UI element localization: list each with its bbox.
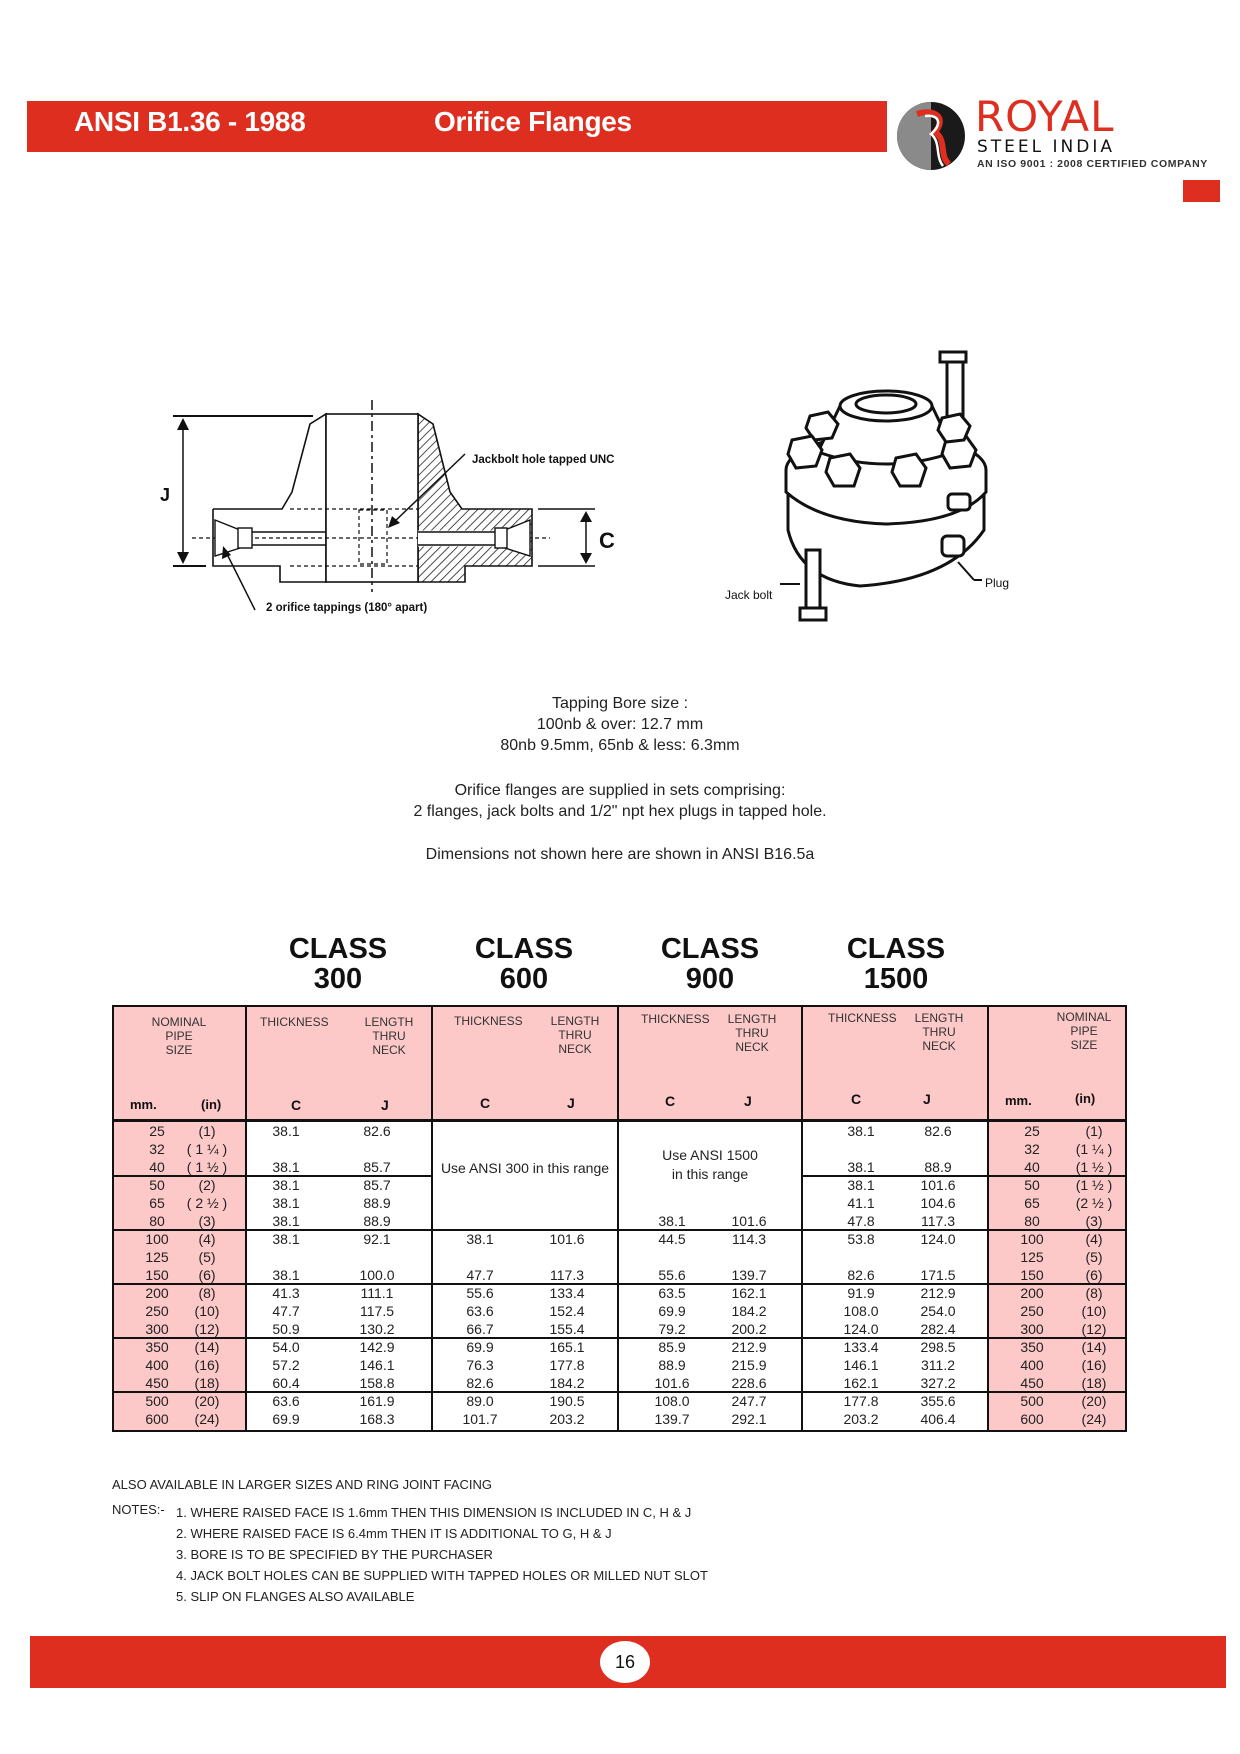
cell-j300: 158.8 [359, 1375, 395, 1391]
cell-j900: 200.2 [731, 1321, 767, 1337]
cell-in-right: (20) [1081, 1393, 1107, 1409]
tapping-line-2: 80nb 9.5mm, 65nb & less: 6.3mm [500, 737, 740, 754]
cell-c600: 63.6 [466, 1303, 494, 1319]
cell-c300: 38.1 [272, 1177, 300, 1193]
cell-in: (10) [194, 1303, 220, 1319]
cell-mm: 80 [149, 1213, 165, 1229]
cell-c900: 88.9 [658, 1357, 686, 1373]
c-label-300: C [291, 1097, 302, 1113]
cell-j600: 133.4 [549, 1285, 585, 1301]
cell-c1500: 162.1 [843, 1375, 879, 1391]
sets-line-1: Orifice flanges are supplied in sets comprising: [454, 782, 786, 799]
cell-j900: 292.1 [731, 1411, 767, 1427]
cell-c300: 69.9 [272, 1411, 300, 1427]
cell-j300: 100.0 [359, 1267, 395, 1283]
cell-c300: 38.1 [272, 1123, 300, 1139]
cell-mm-right: 65 [1024, 1195, 1040, 1211]
c-label-600: C [480, 1095, 491, 1111]
cell-j900: 114.3 [732, 1231, 766, 1247]
cell-in-right: (18) [1081, 1375, 1107, 1391]
cell-mm: 100 [145, 1231, 169, 1247]
cell-c900: 79.2 [658, 1321, 686, 1337]
cell-j600: 190.5 [549, 1393, 585, 1409]
cell-in-right: (5) [1085, 1249, 1103, 1265]
cell-c900: 69.9 [658, 1303, 686, 1319]
cell-in: (1) [198, 1123, 216, 1139]
cell-mm: 32 [149, 1141, 165, 1157]
cell-in-right: (3) [1085, 1213, 1103, 1229]
cell-in: (20) [194, 1393, 220, 1409]
mm-label-right: mm. [1005, 1093, 1032, 1108]
class-1500-heading [821, 934, 971, 994]
cell-c1500: 203.2 [843, 1411, 879, 1427]
cell-mm-right: 125 [1020, 1249, 1044, 1265]
cell-mm: 40 [149, 1159, 165, 1175]
cell-mm-right: 200 [1020, 1285, 1044, 1301]
cell-c900: 85.9 [658, 1339, 686, 1355]
cell-mm-right: 25 [1024, 1123, 1040, 1139]
dimensions-table [112, 1005, 1127, 1432]
cell-j900: 212.9 [731, 1339, 767, 1355]
cell-in-right: (12) [1081, 1321, 1107, 1337]
cell-j300: 88.9 [363, 1195, 391, 1211]
cell-c1500: 124.0 [843, 1321, 879, 1337]
cell-in-right: (1 ½ ) [1075, 1177, 1113, 1193]
cell-j300: 85.7 [363, 1159, 391, 1175]
cell-c1500: 53.8 [847, 1231, 875, 1247]
note-item: 2. WHERE RAISED FACE IS 6.4mm THEN IT IS ADDITIONAL TO G, H & J [176, 1526, 612, 1541]
cell-c1500: 38.1 [847, 1123, 875, 1139]
note-item: 4. JACK BOLT HOLES CAN BE SUPPLIED WITH TAPPED HOLES OR MILLED NUT SLOT [176, 1568, 708, 1583]
flange-assembly-drawing [700, 340, 1020, 630]
cell-j1500: 124.0 [920, 1231, 956, 1247]
cell-mm: 25 [149, 1123, 165, 1139]
cell-mm: 450 [145, 1375, 169, 1391]
cell-c300: 41.3 [272, 1285, 300, 1301]
cell-j300: 146.1 [359, 1357, 395, 1373]
cell-j1500: 117.3 [921, 1213, 955, 1229]
cell-mm-right: 80 [1024, 1213, 1040, 1229]
cell-j600: 117.3 [550, 1267, 584, 1283]
cell-in-right: (1 ½ ) [1075, 1159, 1113, 1175]
cell-c900: 101.6 [654, 1375, 690, 1391]
thickness-header-300: THICKNESS [260, 1015, 329, 1029]
sets-block [300, 780, 940, 822]
cell-j1500: 355.6 [920, 1393, 956, 1409]
thickness-header-1500: THICKNESS [828, 1011, 897, 1025]
class-number: 300 [313, 963, 363, 995]
cell-c1500: 41.1 [847, 1195, 875, 1211]
cell-c300: 54.0 [272, 1339, 300, 1355]
cell-j1500: 282.4 [920, 1321, 956, 1337]
cell-in: (8) [198, 1285, 216, 1301]
cell-in: (2) [198, 1177, 216, 1193]
cell-mm: 50 [149, 1177, 165, 1193]
tapping-title: Tapping Bore size : [551, 695, 689, 712]
cell-j1500: 254.0 [920, 1303, 956, 1319]
cell-j900: 101.6 [731, 1213, 767, 1229]
cell-in: (12) [194, 1321, 220, 1337]
cell-j1500: 327.2 [920, 1375, 956, 1391]
standard-title: ANSI B1.36 - 1988 [74, 106, 306, 137]
cell-mm-right: 250 [1020, 1303, 1044, 1319]
cell-j300: 130.2 [359, 1321, 395, 1337]
cell-c600: 76.3 [466, 1357, 494, 1373]
cell-c600: 66.7 [466, 1321, 494, 1337]
cell-in: (5) [198, 1249, 216, 1265]
orifice-tappings-label: 2 orifice tappings (180° apart) [266, 602, 428, 614]
logo-mark-icon [895, 100, 967, 172]
cell-j1500: 82.6 [924, 1123, 952, 1139]
cell-c600: 55.6 [466, 1285, 494, 1301]
cell-j1500: 101.6 [920, 1177, 956, 1193]
cell-j1500: 406.4 [920, 1411, 956, 1427]
use-ansi-300-note: Use ANSI 300 in this range [440, 1160, 610, 1176]
logo-brand: ROYAL [975, 92, 1115, 141]
cell-j600: 184.2 [549, 1375, 585, 1391]
cell-j600: 165.1 [549, 1339, 585, 1355]
cell-j1500: 298.5 [920, 1339, 956, 1355]
cell-j1500: 104.6 [920, 1195, 956, 1211]
cell-j300: 88.9 [363, 1213, 391, 1229]
cell-j600: 177.8 [549, 1357, 585, 1373]
cell-mm: 600 [145, 1411, 169, 1427]
cell-in: (16) [194, 1357, 220, 1373]
cell-c900: 108.0 [654, 1393, 690, 1409]
cell-j1500: 171.5 [920, 1267, 956, 1283]
cell-j900: 247.7 [731, 1393, 767, 1409]
cell-j300: 111.1 [360, 1285, 394, 1301]
cell-in: (18) [194, 1375, 220, 1391]
note-item: 1. WHERE RAISED FACE IS 1.6mm THEN THIS DIMENSION IS INCLUDED IN C, H & J [176, 1505, 692, 1520]
cell-in-right: (2 ½ ) [1075, 1195, 1113, 1211]
cell-mm-right: 32 [1024, 1141, 1040, 1157]
class-word: CLASS [288, 933, 388, 965]
cell-mm: 125 [145, 1249, 169, 1265]
cell-j300: 161.9 [359, 1393, 395, 1409]
cell-c1500: 133.4 [843, 1339, 879, 1355]
cell-c1500: 177.8 [843, 1393, 879, 1409]
flange-section-drawing [140, 380, 640, 630]
page-number: 16 [600, 1641, 650, 1683]
length-header-900: LENGTH THRU NECK [727, 1012, 777, 1054]
cell-j300: 168.3 [359, 1411, 395, 1427]
class-number: 1500 [863, 963, 929, 995]
cell-c1500: 146.1 [843, 1357, 879, 1373]
cell-in: (6) [198, 1267, 216, 1283]
c-label-900: C [665, 1093, 676, 1109]
cell-in-right: (24) [1081, 1411, 1107, 1427]
nps-header-right: NOMINAL PIPE SIZE [1056, 1010, 1112, 1052]
cell-mm-right: 350 [1020, 1339, 1044, 1355]
dimensions-note: Dimensions not shown here are shown in ANSI B16.5a [425, 846, 815, 863]
cell-c900: 63.5 [658, 1285, 686, 1301]
cell-in-right: (14) [1081, 1339, 1107, 1355]
accent-square [1183, 180, 1220, 202]
tapping-line-1: 100nb & over: 12.7 mm [536, 716, 704, 733]
cell-c600: 38.1 [466, 1231, 494, 1247]
cell-c600: 47.7 [466, 1267, 494, 1283]
cell-j300: 82.6 [363, 1123, 391, 1139]
j-label-600: J [567, 1095, 575, 1111]
cell-mm: 250 [145, 1303, 169, 1319]
cell-c300: 60.4 [272, 1375, 300, 1391]
class-600-heading [449, 934, 599, 994]
class-word: CLASS [474, 933, 574, 965]
cell-mm: 65 [149, 1195, 165, 1211]
nps-header-left: NOMINAL PIPE SIZE [151, 1015, 207, 1057]
cell-in: (14) [194, 1339, 220, 1355]
cell-in-right: (4) [1085, 1231, 1103, 1247]
cell-c300: 50.9 [272, 1321, 300, 1337]
cell-in: ( 2 ½ ) [186, 1195, 228, 1211]
cell-in: ( 1 ¼ ) [186, 1141, 228, 1157]
dimension-j-label: J [160, 485, 171, 505]
note-item: 5. SLIP ON FLANGES ALSO AVAILABLE [176, 1589, 415, 1604]
plug-label: Plug [985, 576, 1010, 590]
thickness-header-900: THICKNESS [641, 1012, 710, 1026]
mm-label-left: mm. [130, 1097, 157, 1112]
cell-j300: 92.1 [363, 1231, 391, 1247]
cell-j900: 228.6 [731, 1375, 767, 1391]
class-number: 600 [499, 963, 549, 995]
cell-c1500: 91.9 [847, 1285, 875, 1301]
notes-list [176, 1502, 708, 1607]
cell-c900: 55.6 [658, 1267, 686, 1283]
cell-j300: 85.7 [363, 1177, 391, 1193]
cell-j600: 152.4 [549, 1303, 585, 1319]
logo-tagline: AN ISO 9001 : 2008 CERTIFIED COMPANY [977, 158, 1208, 170]
tapping-bore-block [300, 693, 940, 756]
cell-mm-right: 300 [1020, 1321, 1044, 1337]
notes-prefix: NOTES:- [112, 1502, 165, 1517]
class-number: 900 [685, 963, 735, 995]
cell-in: (4) [198, 1231, 216, 1247]
cell-c900: 38.1 [658, 1213, 686, 1229]
j-label-900: J [744, 1093, 752, 1109]
cell-in-right: (1 ¼ ) [1075, 1141, 1113, 1157]
cell-mm-right: 500 [1020, 1393, 1044, 1409]
cell-in-right: (10) [1081, 1303, 1107, 1319]
cell-mm-right: 150 [1020, 1267, 1044, 1283]
jackbolt-hole-label: Jackbolt hole tapped UNC [472, 454, 615, 466]
j-label-300: J [381, 1097, 389, 1113]
cell-mm: 300 [145, 1321, 169, 1337]
cell-mm-right: 50 [1024, 1177, 1040, 1193]
cell-c300: 38.1 [272, 1267, 300, 1283]
cell-in-right: (1) [1085, 1123, 1103, 1139]
cell-j300: 142.9 [359, 1339, 395, 1355]
cell-c600: 89.0 [466, 1393, 494, 1409]
j-label-1500: J [923, 1091, 931, 1107]
cell-c1500: 108.0 [843, 1303, 879, 1319]
cell-j1500: 311.2 [921, 1357, 955, 1373]
cell-mm-right: 450 [1020, 1375, 1044, 1391]
cell-j900: 184.2 [731, 1303, 767, 1319]
note-item: 3. BORE IS TO BE SPECIFIED BY THE PURCHASER [176, 1547, 493, 1562]
cell-in: ( 1 ½ ) [186, 1159, 228, 1175]
sets-line-2: 2 flanges, jack bolts and 1/2" npt hex plugs in tapped hole. [413, 803, 827, 820]
also-available-note: ALSO AVAILABLE IN LARGER SIZES AND RING JOINT FACING [112, 1477, 492, 1492]
length-header-300: LENGTH THRU NECK [364, 1015, 414, 1057]
cell-mm-right: 40 [1024, 1159, 1040, 1175]
cell-c300: 38.1 [272, 1159, 300, 1175]
cell-c1500: 47.8 [847, 1213, 875, 1229]
thickness-header-600: THICKNESS [454, 1014, 523, 1028]
cell-mm: 200 [145, 1285, 169, 1301]
cell-mm-right: 600 [1020, 1411, 1044, 1427]
cell-in: (24) [194, 1411, 220, 1427]
dimension-c-label: C [599, 528, 615, 553]
cell-c900: 44.5 [658, 1231, 686, 1247]
in-label-right: (in) [1075, 1091, 1096, 1106]
class-word: CLASS [660, 933, 760, 965]
class-900-heading [635, 934, 785, 994]
cell-c600: 69.9 [466, 1339, 494, 1355]
cell-mm-right: 400 [1020, 1357, 1044, 1373]
cell-mm: 400 [145, 1357, 169, 1373]
cell-c1500: 38.1 [847, 1159, 875, 1175]
cell-mm-right: 100 [1020, 1231, 1044, 1247]
page-title: Orifice Flanges [434, 106, 632, 137]
cell-j1500: 212.9 [920, 1285, 956, 1301]
cell-c300: 38.1 [272, 1195, 300, 1211]
cell-j300: 117.5 [360, 1303, 394, 1319]
cell-in-right: (6) [1085, 1267, 1103, 1283]
cell-c300: 38.1 [272, 1213, 300, 1229]
use-ansi-1500-note: Use ANSI 1500 in this range [662, 1147, 758, 1182]
cell-j900: 162.1 [731, 1285, 767, 1301]
cell-mm: 500 [145, 1393, 169, 1409]
c-label-1500: C [851, 1091, 862, 1107]
cell-in-right: (16) [1081, 1357, 1107, 1373]
cell-c300: 63.6 [272, 1393, 300, 1409]
cell-c300: 38.1 [272, 1231, 300, 1247]
cell-j600: 155.4 [549, 1321, 585, 1337]
cell-mm: 350 [145, 1339, 169, 1355]
length-header-1500: LENGTH THRU NECK [914, 1011, 964, 1053]
cell-c900: 139.7 [654, 1411, 690, 1427]
cell-j600: 203.2 [549, 1411, 585, 1427]
length-header-600: LENGTH THRU NECK [550, 1014, 600, 1056]
cell-in-right: (8) [1085, 1285, 1103, 1301]
class-word: CLASS [846, 933, 946, 965]
cell-c1500: 82.6 [847, 1267, 875, 1283]
cell-c1500: 38.1 [847, 1177, 875, 1193]
cell-j900: 139.7 [731, 1267, 767, 1283]
jack-bolt-label: Jack bolt [725, 588, 773, 602]
logo-subtitle: STEEL INDIA [977, 137, 1115, 157]
in-label-left: (in) [201, 1097, 222, 1112]
cell-c300: 47.7 [272, 1303, 300, 1319]
cell-c600: 101.7 [462, 1411, 498, 1427]
cell-in: (3) [198, 1213, 216, 1229]
company-logo [895, 92, 1225, 175]
cell-j1500: 88.9 [924, 1159, 952, 1175]
cell-c600: 82.6 [466, 1375, 494, 1391]
cell-j600: 101.6 [549, 1231, 585, 1247]
cell-j900: 215.9 [731, 1357, 767, 1373]
cell-c300: 57.2 [272, 1357, 300, 1373]
class-300-heading [263, 934, 413, 994]
cell-mm: 150 [145, 1267, 169, 1283]
